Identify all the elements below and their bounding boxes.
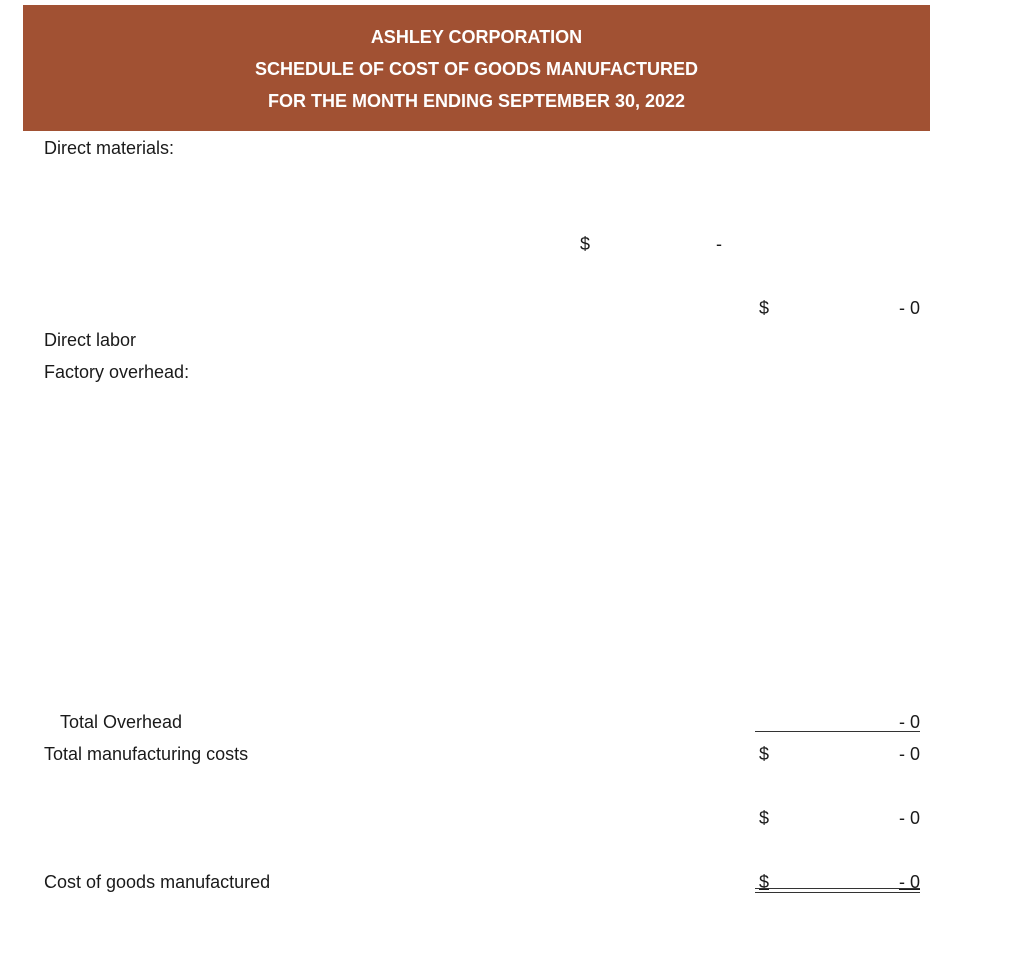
- schedule-period: FOR THE MONTH ENDING SEPTEMBER 30, 2022: [267, 91, 686, 111]
- materials-total-value: - 0: [898, 298, 920, 318]
- total-manufacturing-label: Total manufacturing costs: [44, 744, 249, 764]
- direct-materials-label: Direct materials:: [44, 138, 175, 158]
- cogm-double-rule: [755, 888, 920, 893]
- materials-sub-value: -: [716, 234, 722, 254]
- cogm-currency: $: [759, 872, 770, 892]
- materials-sub-currency: $: [580, 234, 591, 254]
- materials-total-currency: $: [759, 298, 770, 318]
- total-manufacturing-value: - 0: [898, 744, 920, 764]
- cogm-value: - 0: [898, 872, 920, 892]
- direct-labor-label: Direct labor: [44, 330, 137, 350]
- schedule-title: SCHEDULE OF COST OF GOODS MANUFACTURED: [254, 59, 698, 79]
- subtotal-currency: $: [759, 808, 770, 828]
- total-overhead-label: Total Overhead: [60, 712, 183, 732]
- company-name: ASHLEY CORPORATION: [370, 27, 583, 47]
- schedule-header: [23, 5, 930, 131]
- factory-overhead-label: Factory overhead:: [44, 362, 190, 382]
- cogm-label: Cost of goods manufactured: [44, 872, 271, 892]
- total-overhead-value: - 0: [898, 712, 920, 732]
- total-manufacturing-currency: $: [759, 744, 770, 764]
- subtotal-value: - 0: [898, 808, 920, 828]
